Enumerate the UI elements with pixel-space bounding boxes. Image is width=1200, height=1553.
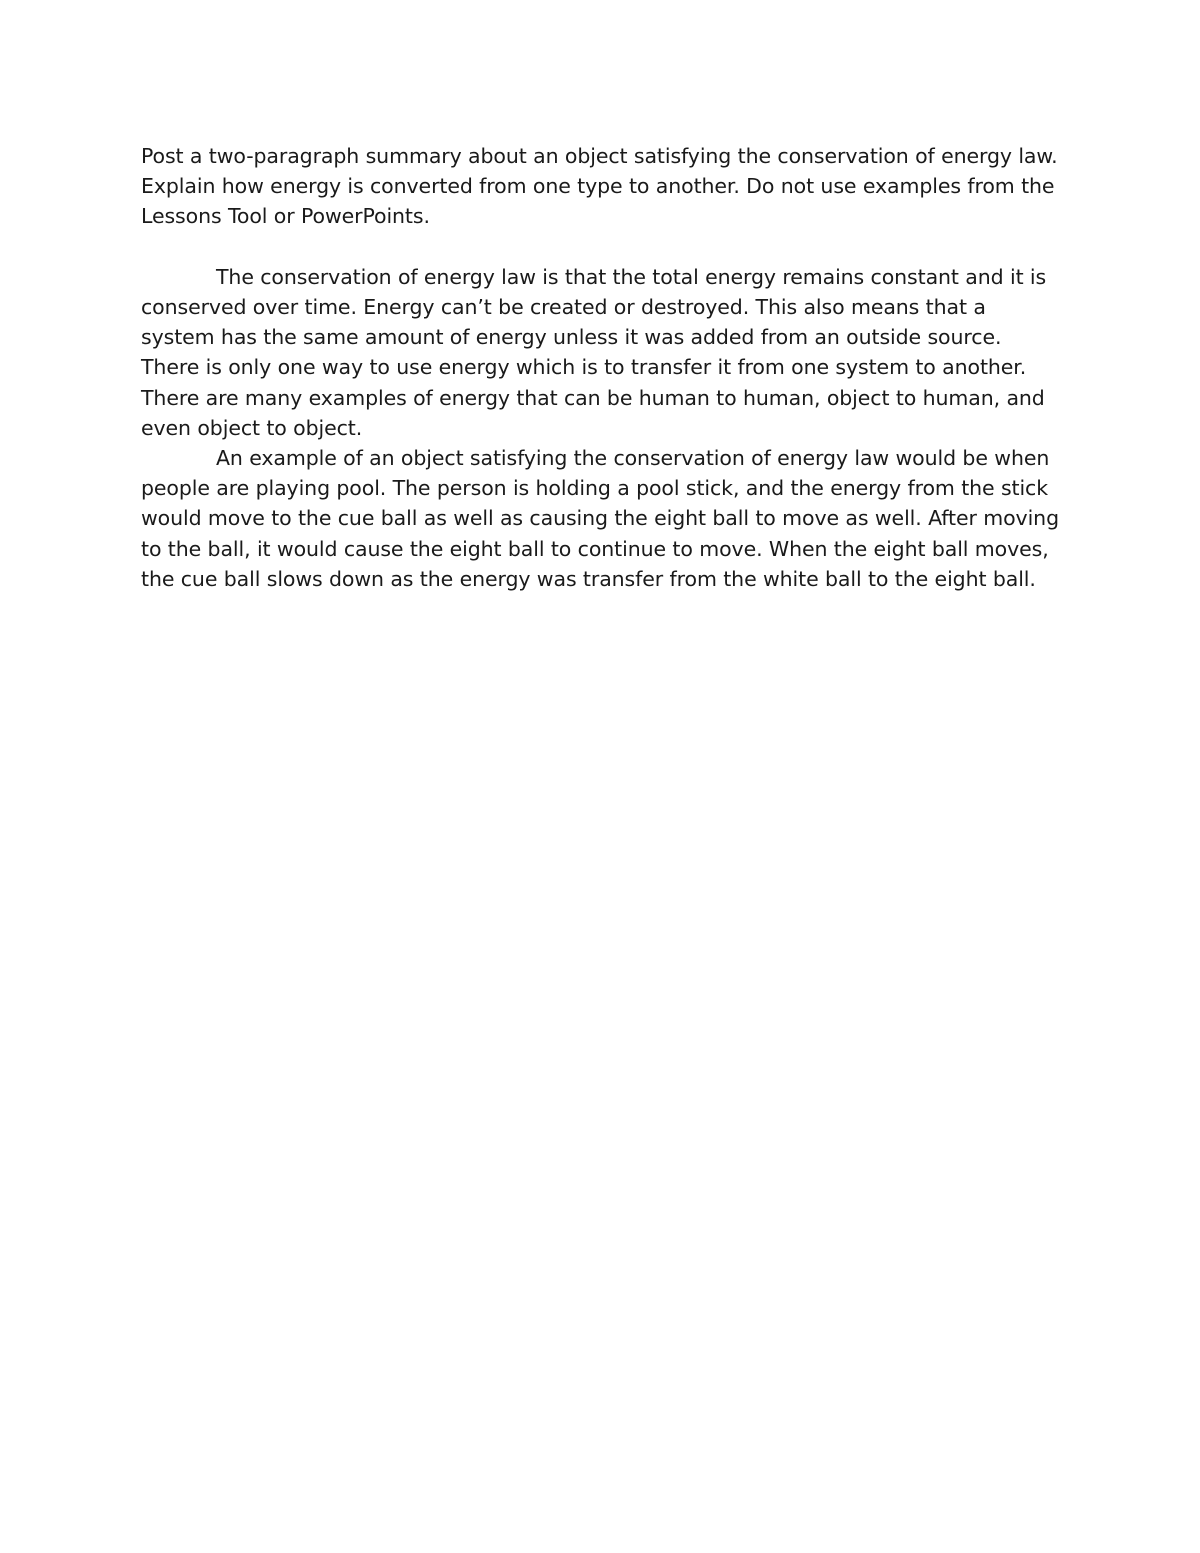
paragraph-1: The conservation of energy law is that the total energy remains constant and it is conserved over time. Energy can’t be created or destroyed. This also means that a system has the same amount of energy unless it was added from an outside source. There is only one way to use energy which is to transfer it from one system to another. There are many examples of energy that can be human to human, object to human, and even object to object. [141, 264, 1047, 440]
paragraph-2: An example of an object satisfying the conservation of energy law would be when people are playing pool. The person is holding a pool stick, and the energy from the stick would move to the cue ball as well as causing the eight ball to move as well. After moving to the ball, it would cause the eight ball to continue to move. When the eight ball moves, the cue ball slows down as the energy was transfer from the white ball to the eight ball. [141, 446, 1059, 591]
blank-line [141, 232, 1063, 262]
document-body [141, 141, 1063, 594]
assignment-prompt: Post a two-paragraph summary about an object satisfying the conservation of energy law. Explain how energy is converted from one type to another. Do not use examples from the Lessons Tool or PowerPoints. [141, 144, 1058, 229]
